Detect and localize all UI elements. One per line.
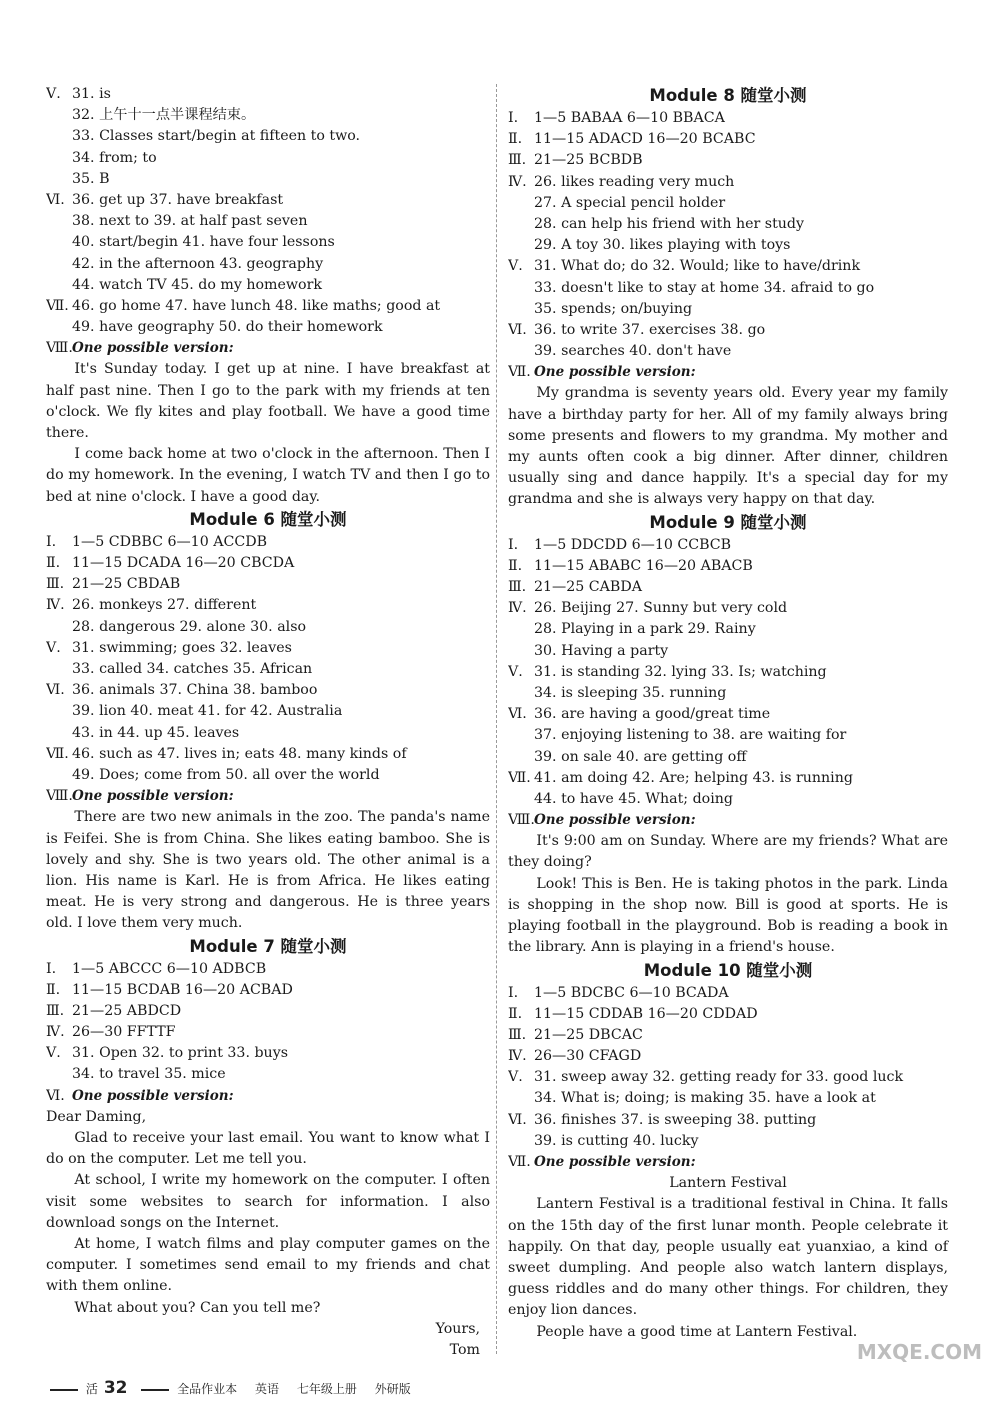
answer-text: 21—25 CABDA (534, 579, 642, 596)
essay-paragraph: My grandma is seventy years old. Every year my family have a birthday party for her. All of my family always bring some presents and flowers to my grandma. My mother and my aunts often cook a big dinner. After dinner, children usually sing and dance happily. It's a special day for my grandma and she is always very happy on that day. (508, 385, 948, 508)
essay-paragraph: At school, I write my homework on the computer. I often visit some websites to search for information. I also download songs on the Internet. (46, 1172, 490, 1231)
footer-rule (50, 1389, 78, 1391)
answer-text: 46. such as 47. lives in; eats 48. many kinds of (72, 745, 407, 762)
watermark: MXQE.COM (856, 1340, 982, 1364)
answer-line (46, 659, 490, 680)
answer-line (46, 254, 490, 275)
answer-text: 1—5 BDCBC 6—10 BCADA (534, 984, 729, 1001)
answer-line (46, 148, 490, 169)
answer-line (508, 1067, 948, 1088)
version-label: Ⅶ. One possible version: (508, 1154, 696, 1170)
answer-text: 44. watch TV 45. do my homework (72, 276, 322, 293)
section-number: Ⅳ. (46, 597, 65, 614)
section-number: Ⅱ. (46, 555, 61, 572)
answer-text: 33. doesn't like to stay at home 34. afraid to go (534, 279, 875, 296)
answer-text: 31. Open 32. to print 33. buys (72, 1045, 288, 1062)
answer-text: 46. go home 47. have lunch 48. like maths; good at (72, 297, 441, 314)
answer-text: 39. on sale 40. are getting off (534, 748, 747, 765)
answer-line (46, 275, 490, 296)
answer-line (508, 1004, 948, 1025)
version-label: Ⅷ.One possible version: (46, 340, 234, 357)
answer-line (508, 768, 948, 789)
module8-title: Module 8 随堂小测 (649, 86, 807, 105)
answer-line (46, 1001, 490, 1022)
answer-text: 32. 上午十一点半课程结束。 (72, 107, 256, 124)
answer-text: 36. are having a good/great time (534, 706, 771, 723)
answer-line (46, 190, 490, 211)
version-label: Ⅶ. One possible version: (508, 364, 696, 381)
answer-text: 1—5 ABCCC 6—10 ADBCB (72, 960, 267, 977)
section-number: Ⅱ. (508, 557, 523, 574)
answer-text: 37. enjoying listening to 38. are waiting for (534, 727, 847, 744)
answer-text: 11—15 BCDAB 16—20 ACBAD (72, 981, 293, 998)
answer-line (46, 574, 490, 595)
section-number: Ⅲ. (508, 152, 527, 169)
answer-text: 31. What do; do 32. Would; like to have/drink (534, 258, 861, 275)
answer-text: 36. to write 37. exercises 38. go (534, 321, 766, 338)
module5-essay (46, 359, 490, 507)
book-title: 全品作业本 (177, 1382, 238, 1396)
answer-text: 1—5 DDCDD 6—10 CCBCB (534, 536, 732, 553)
module10-essay (508, 1194, 948, 1342)
answer-text: 30. Having a party (534, 642, 669, 659)
answer-text: 34. is sleeping 35. running (534, 684, 727, 701)
answer-line (46, 1064, 490, 1085)
version-label: Ⅷ.One possible version: (508, 812, 696, 829)
section-number: Ⅵ. (46, 191, 65, 208)
answer-text: 49. have geography 50. do their homework (72, 319, 383, 336)
answer-text: 36. get up 37. have breakfast (72, 191, 284, 208)
answer-text: 11—15 DCADA 16—20 CBCDA (72, 555, 295, 572)
answer-text: 33. called 34. catches 35. African (72, 660, 313, 677)
answer-line (508, 341, 948, 362)
column-divider (496, 84, 497, 1354)
answer-text: 26. Beijing 27. Sunny but very cold (534, 600, 788, 617)
answer-line (508, 556, 948, 577)
section-number: Ⅰ. (46, 960, 57, 977)
answer-line (46, 532, 490, 553)
section-number: Ⅶ. (46, 297, 69, 314)
section-number: Ⅶ. (508, 769, 531, 786)
essay-paragraph: At home, I watch films and play computer games on the computer. I sometimes send email to my friends and chat with them online. (46, 1236, 490, 1295)
answer-text: 49. Does; come from 50. all over the world (72, 766, 380, 783)
answer-text: 40. start/begin 41. have four lessons (72, 234, 335, 251)
answer-line (46, 765, 490, 786)
answer-line (46, 980, 490, 1001)
answer-line (46, 1043, 490, 1064)
answer-text: 42. in the afternoon 43. geography (72, 255, 324, 272)
module9-title: Module 9 随堂小测 (649, 512, 807, 532)
answer-line (508, 725, 948, 746)
answer-line (508, 235, 948, 256)
answer-line (46, 169, 490, 190)
section-number: Ⅵ. (46, 682, 65, 699)
subject: 英语 (255, 1382, 280, 1396)
grade: 七年级上册 (296, 1382, 357, 1396)
answer-text: 35. B (72, 170, 110, 187)
answer-line (508, 108, 948, 129)
answer-text: 11—15 CDDAB 16—20 CDDAD (534, 1005, 758, 1022)
section-number: Ⅴ. (508, 258, 523, 275)
section-number: Ⅲ. (508, 579, 527, 596)
section-number: Ⅰ. (508, 536, 519, 553)
answer-text: 36. animals 37. China 38. bamboo (72, 682, 318, 699)
module8-essay (508, 383, 948, 510)
answer-text: 43. in 44. up 45. leaves (72, 724, 240, 741)
letter-signature: Tom (449, 1342, 480, 1359)
answer-text: 39. searches 40. don't have (534, 343, 732, 360)
answer-line (46, 638, 490, 659)
page-footer (46, 1378, 425, 1398)
answer-text: 21—25 ABDCD (72, 1002, 182, 1019)
section-number: Ⅲ. (46, 576, 65, 593)
module5-answer-list (46, 84, 490, 338)
version-label: Ⅷ.One possible version: (46, 788, 234, 805)
answer-line (508, 1110, 948, 1131)
section-number: Ⅳ. (508, 173, 527, 190)
answer-text: 33. Classes start/begin at fifteen to two. (72, 128, 361, 145)
module6-essay (46, 807, 490, 934)
answer-line (46, 553, 490, 574)
answer-text: 27. A special pencil holder (534, 194, 726, 211)
letter-greeting: Dear Daming, (46, 1108, 147, 1125)
right-column (508, 84, 948, 1343)
answer-line (508, 214, 948, 235)
answer-line (508, 683, 948, 704)
answer-text: 31. is standing 32. lying 33. Is; watching (534, 663, 827, 680)
module8-answer-list (508, 108, 948, 362)
answer-text: 28. Playing in a park 29. Rainy (534, 621, 756, 638)
answer-line (46, 617, 490, 638)
section-number: Ⅴ. (46, 86, 61, 102)
section-number: Ⅶ. (46, 745, 69, 762)
section-number: Ⅳ. (508, 1048, 527, 1065)
section-number: Ⅱ. (46, 981, 61, 998)
answer-line (46, 126, 490, 147)
section-number: Ⅱ. (508, 1005, 523, 1022)
answer-text: 31. swimming; goes 32. leaves (72, 639, 292, 656)
section-number: Ⅲ. (46, 1002, 65, 1019)
answer-text: 26. monkeys 27. different (72, 597, 257, 614)
answer-text: 28. can help his friend with her study (534, 215, 805, 232)
answer-text: 21—25 DBCAC (534, 1026, 643, 1043)
section-number: Ⅴ. (46, 1045, 61, 1062)
answer-text: 34. to travel 35. mice (72, 1066, 226, 1083)
answer-line (46, 105, 490, 126)
answer-text: 26—30 CFAGD (534, 1048, 642, 1065)
answer-text: 31. sweep away 32. getting ready for 33. good luck (534, 1069, 904, 1086)
answer-text: 34. from; to (72, 149, 157, 166)
answer-line (508, 704, 948, 725)
essay-paragraph: I come back home at two o'clock in the afternoon. Then I do my homework. In the evening, I watch TV and then I go to bed at nine o'clock. I have a good day. (46, 446, 490, 505)
essay-paragraph: It's Sunday today. I get up at nine. I have breakfast at half past nine. Then I go to the park with my friends at ten o'clock. We fly kites and play football. We have a good time there. (46, 361, 490, 442)
section-number: Ⅵ. (508, 706, 527, 723)
answer-line (508, 747, 948, 768)
module9-answer-list (508, 535, 948, 810)
page-prefix: 活 (85, 1382, 98, 1396)
answer-text: 36. finishes 37. is sweeping 38. putting (534, 1111, 817, 1128)
section-number: Ⅴ. (46, 639, 61, 656)
answer-text: 11—15 ADACD 16—20 BCABC (534, 131, 756, 148)
answer-text: 28. dangerous 29. alone 30. also (72, 618, 307, 635)
answer-text: 1—5 CDBBC 6—10 ACCDB (72, 533, 267, 550)
answer-text: 35. spends; on/buying (534, 300, 693, 317)
edition: 外研版 (374, 1382, 411, 1396)
answer-line (508, 1025, 948, 1046)
module7-essay (46, 1128, 490, 1319)
answer-line (46, 296, 490, 317)
essay-paragraph: People have a good time at Lantern Festival. (536, 1323, 858, 1340)
answer-line (508, 619, 948, 640)
answer-line (508, 320, 948, 341)
answer-text: 39. is cutting 40. lucky (534, 1132, 699, 1149)
answer-line (46, 84, 490, 105)
section-number: Ⅰ. (46, 533, 57, 550)
answer-text: 31. is (72, 86, 111, 102)
section-number: Ⅵ. (508, 1111, 527, 1128)
answer-text: 44. to have 45. What; doing (534, 790, 733, 807)
section-number: Ⅴ. (508, 663, 523, 680)
answer-line (46, 317, 490, 338)
answer-line (46, 959, 490, 980)
module7-title: Module 7 随堂小测 (189, 936, 347, 956)
answer-text: 11—15 ABABC 16—20 ABACB (534, 557, 753, 574)
section-number: Ⅵ. (508, 321, 527, 338)
section-number: Ⅳ. (508, 600, 527, 617)
answer-line (46, 723, 490, 744)
section-number: Ⅰ. (508, 984, 519, 1001)
answer-text: 41. am doing 42. Are; helping 43. is running (534, 769, 853, 786)
module7-answer-list (46, 959, 490, 1086)
essay-paragraph: Look! This is Ben. He is taking photos in the park. Linda is shopping in the shop now. Bill is good at sports. He is playing football in the playground. Bob is reading a book in the library. Ann is playing in a friend's house. (508, 875, 948, 956)
answer-line (46, 1022, 490, 1043)
module10-title: Module 10 随堂小测 (643, 960, 813, 980)
answer-line (508, 193, 948, 214)
module9-essay (508, 831, 948, 958)
answer-text: 1—5 BABAA 6—10 BBACA (534, 110, 725, 126)
footer-rule (141, 1389, 169, 1391)
answer-line (508, 983, 948, 1004)
answer-line (508, 1131, 948, 1152)
essay-paragraph: Lantern Festival is a traditional festival in China. It falls on the 15th day of the first lunar month. People celebrate it happily. On that day, people usually eat yuanxiao, a kind of sweet dumpling. And people also watch lantern displays, guess riddles and do many other things. For children, they enjoy lion dances. (508, 1196, 948, 1319)
answer-line (508, 150, 948, 171)
answer-text: 29. A toy 30. likes playing with toys (534, 237, 791, 254)
answer-line (508, 662, 948, 683)
answer-line (508, 278, 948, 299)
answer-line (508, 299, 948, 320)
page-number: 32 (103, 1378, 128, 1398)
answer-text: 38. next to 39. at half past seven (72, 213, 308, 230)
answer-line (508, 256, 948, 277)
section-number: Ⅰ. (508, 110, 519, 126)
answer-line (508, 172, 948, 193)
answer-line (46, 232, 490, 253)
answer-line (508, 535, 948, 556)
answer-line (508, 1046, 948, 1067)
section-number: Ⅴ. (508, 1069, 523, 1086)
answer-line (46, 211, 490, 232)
answer-line (508, 789, 948, 810)
module6-title: Module 6 随堂小测 (189, 509, 347, 529)
answer-line (508, 598, 948, 619)
essay-paragraph: Glad to receive your last email. You want to know what I do on the computer. Let me tell you. (46, 1130, 490, 1168)
left-column (46, 84, 490, 1361)
section-number: Ⅳ. (46, 1024, 65, 1041)
letter-closing: Yours, (435, 1320, 480, 1337)
answer-line (508, 129, 948, 150)
answer-line (46, 701, 490, 722)
answer-line (508, 577, 948, 598)
answer-text: 34. What is; doing; is making 35. have a look at (534, 1090, 876, 1107)
section-number: Ⅲ. (508, 1026, 527, 1043)
answer-line (508, 1088, 948, 1109)
answer-line (508, 641, 948, 662)
version-label: Ⅵ. One possible version: (46, 1087, 234, 1104)
essay-title: Lantern Festival (669, 1175, 787, 1192)
module10-answer-list (508, 983, 948, 1153)
answer-line (46, 595, 490, 616)
essay-paragraph: What about you? Can you tell me? (74, 1299, 321, 1316)
section-number: Ⅱ. (508, 131, 523, 148)
answer-line (46, 680, 490, 701)
module6-answer-list (46, 532, 490, 786)
answer-line (46, 744, 490, 765)
essay-paragraph: It's 9:00 am on Sunday. Where are my friends? What are they doing? (508, 833, 948, 871)
essay-paragraph: There are two new animals in the zoo. The panda's name is Feifei. She is from China. She likes eating bamboo. She is lovely and shy. She is two years old. The other animal is a lion. His name is Karl. He is from Africa. He likes eating meat. He is very strong and dangerous. He is three years old. I love them very much. (46, 809, 490, 932)
answer-text: 21—25 CBDAB (72, 576, 181, 593)
answer-text: 26. likes reading very much (534, 173, 735, 190)
answer-text: 21—25 BCBDB (534, 152, 643, 169)
answer-text: 39. lion 40. meat 41. for 42. Australia (72, 703, 343, 720)
answer-text: 26—30 FFTTF (72, 1024, 176, 1041)
